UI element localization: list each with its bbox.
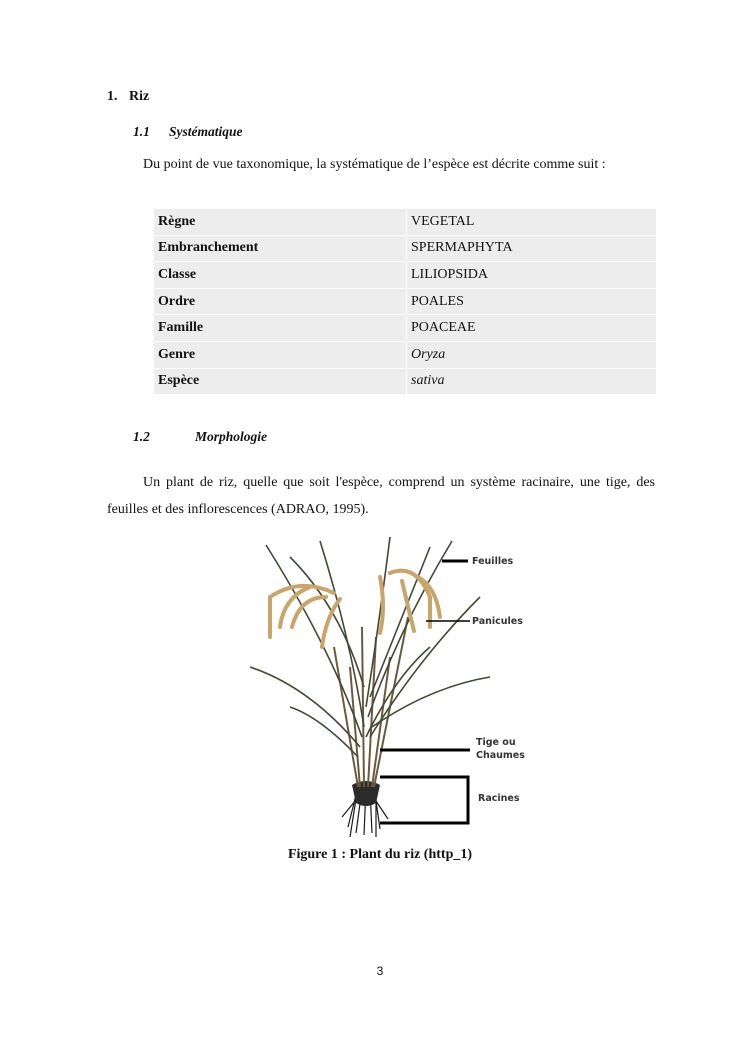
taxonomy-value: VEGETAL [407, 209, 657, 235]
table-row [154, 262, 656, 289]
taxonomy-table [154, 209, 656, 395]
taxonomy-value: Oryza [407, 341, 657, 368]
label-racines: Racines [478, 793, 520, 804]
taxonomy-rank: Famille [154, 315, 407, 342]
table-row [154, 288, 656, 315]
section-number: 1. [107, 89, 118, 104]
section-heading-riz [107, 89, 149, 105]
subsection-number: 1.2 [133, 429, 150, 444]
taxonomy-value: sativa [407, 368, 657, 395]
subsection-title: Systématique [169, 124, 243, 139]
subsection-heading-systematique [133, 124, 243, 140]
taxonomy-value: POALES [407, 288, 657, 315]
table-row [154, 235, 656, 262]
taxonomy-rank: Règne [154, 209, 407, 235]
taxonomy-value: LILIOPSIDA [407, 262, 657, 289]
subsection-number: 1.1 [133, 124, 150, 139]
subsection-heading-morphologie [133, 429, 267, 445]
table-row [154, 209, 656, 235]
taxonomy-rank: Embranchement [154, 235, 407, 262]
table-row [154, 368, 656, 395]
page-number: 3 [376, 964, 384, 978]
taxonomy-rank: Espèce [154, 368, 407, 395]
morphology-paragraph: Un plant de riz, quelle que soit l'espèce, comprend un système racinaire, une tige, des feuilles et des inflorescences (ADRAO, 1995). [107, 475, 655, 517]
taxonomy-value: POACEAE [407, 315, 657, 342]
rice-plant-figure [230, 537, 530, 839]
figure-caption: Figure 1 : Plant du riz (http_1) [287, 847, 473, 862]
taxonomy-rank: Genre [154, 341, 407, 368]
intro-text: Du point de vue taxonomique, la systématique de l’espèce est décrite comme suit : [143, 157, 606, 172]
subsection-title: Morphologie [195, 429, 268, 444]
taxonomy-value: SPERMAPHYTA [407, 235, 657, 262]
section-title: Riz [129, 89, 150, 104]
label-tige-line1: Tige ou [476, 737, 516, 748]
taxonomy-rank: Ordre [154, 288, 407, 315]
table-row [154, 315, 656, 342]
table-row [154, 341, 656, 368]
label-tige-line2: Chaumes [476, 750, 525, 761]
rice-plant-illustration [250, 537, 490, 837]
label-feuilles: Feuilles [472, 556, 514, 567]
taxonomy-rank: Classe [154, 262, 407, 289]
label-panicules: Panicules [472, 616, 523, 627]
